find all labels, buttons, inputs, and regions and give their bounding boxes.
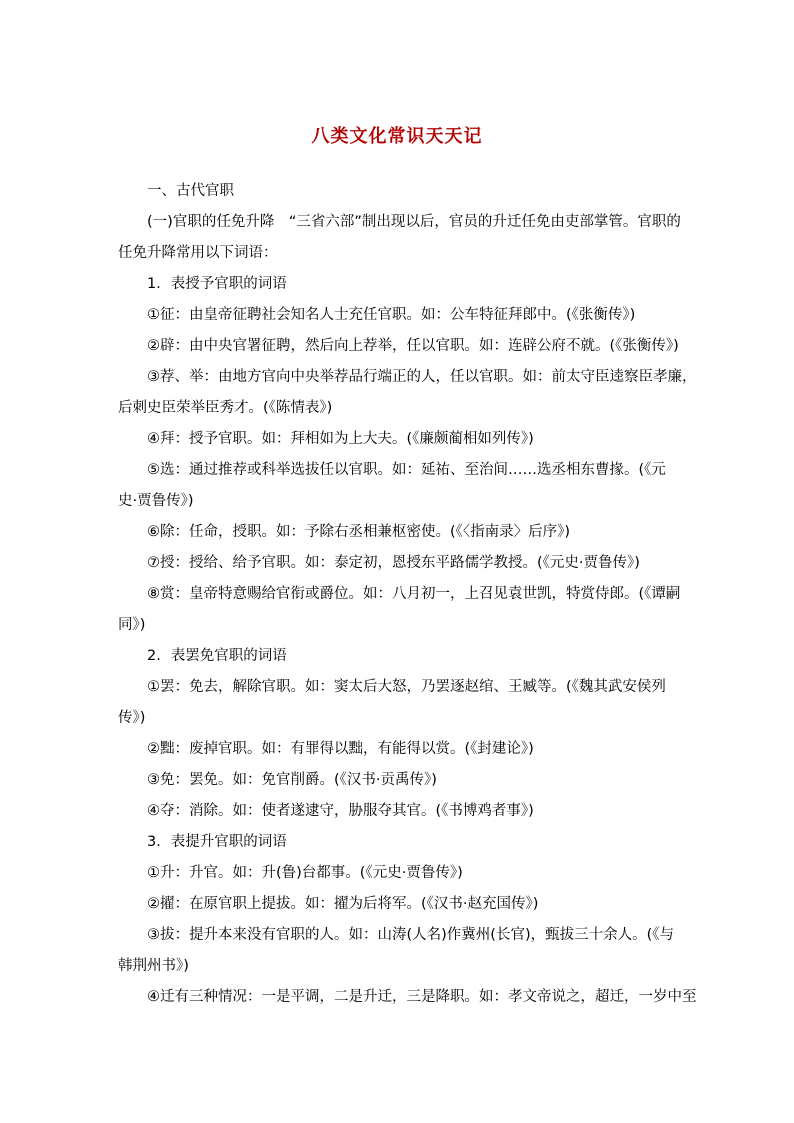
text-line: ⑤选：通过推荐或科举选拔任以官职。如：延祐、至治间……选丞相东曹掾。(《元 [147,462,666,478]
text-line: 同》) [118,617,146,633]
text-line: ④迁有三种情况：一是平调，二是升迁，三是降职。如：孝文帝说之，超迁，一岁中至 [147,989,697,1005]
text-line: 3．表提升官职的词语 [147,834,287,850]
text-line: 传》) [118,710,146,726]
text-line: ②擢：在原官职上提拔。如：擢为后将军。(《汉书·赵充国传》) [147,896,539,912]
text-line: (一)官职的任免升降 “三省六部”制出现以后，官员的升迁任免由吏部掌管。官职的 [147,214,681,230]
text-line: 史·贾鲁传》) [118,493,194,509]
document-title: 八类文化常识天天记 [311,126,483,147]
document-body [118,176,697,1013]
text-line: 一、古代官职 [147,183,234,199]
text-line: 任免升降常用以下词语： [118,245,278,261]
text-line: ④夺：消除。如：使者遂逮守，胁服夺其官。(《书博鸡者事》) [147,803,534,819]
text-line: 后刺史臣荣举臣秀才。(《陈情表》) [118,400,333,416]
text-line: ③免：罢免。如：免官削爵。(《汉书·贡禹传》) [147,772,437,788]
text-line: ①升：升官。如：升(鲁)台都事。(《元史·贾鲁传》) [147,865,463,881]
text-line: ⑥除：任命，授职。如：予除右丞相兼枢密使。(《〈指南录〉后序》) [147,524,571,540]
text-line: ②辟：由中央官署征聘，然后向上荐举，任以官职。如：连辟公府不就。(《张衡传》) [147,338,679,354]
text-line: ③拔：提升本来没有官职的人。如：山涛(人名)作冀州(长官)，甄拔三十余人。(《与 [147,927,675,943]
text-line: ⑦授：授给、给予官职。如：泰定初，恩授东平路儒学教授。(《元史·贾鲁传》) [147,555,640,571]
text-line: 韩荆州书》) [118,958,189,974]
text-line: 1．表授予官职的词语 [147,276,287,292]
text-line: ⑧赏：皇帝特意赐给官衔或爵位。如：八月初一，上召见袁世凯，特赏侍郎。(《谭嗣 [147,586,681,602]
text-line: ①征：由皇帝征聘社会知名人士充任官职。如：公车特征拜郎中。(《张衡传》) [147,307,636,323]
text-line: ①罢：免去，解除官职。如：窦太后大怒，乃罢逐赵绾、王臧等。(《魏其武安侯列 [147,679,666,695]
text-line: 2．表罢免官职的词语 [147,648,287,664]
text-line: ④拜：授予官职。如：拜相如为上大夫。(《廉颇蔺相如列传》) [147,431,534,447]
text-line: ③荐、举：由地方官向中央举荐品行端正的人，任以官职。如：前太守臣逵察臣孝廉， [147,369,697,385]
text-line: ②黜：废掉官职。如：有罪得以黜，有能得以赏。(《封建论》) [147,741,534,757]
